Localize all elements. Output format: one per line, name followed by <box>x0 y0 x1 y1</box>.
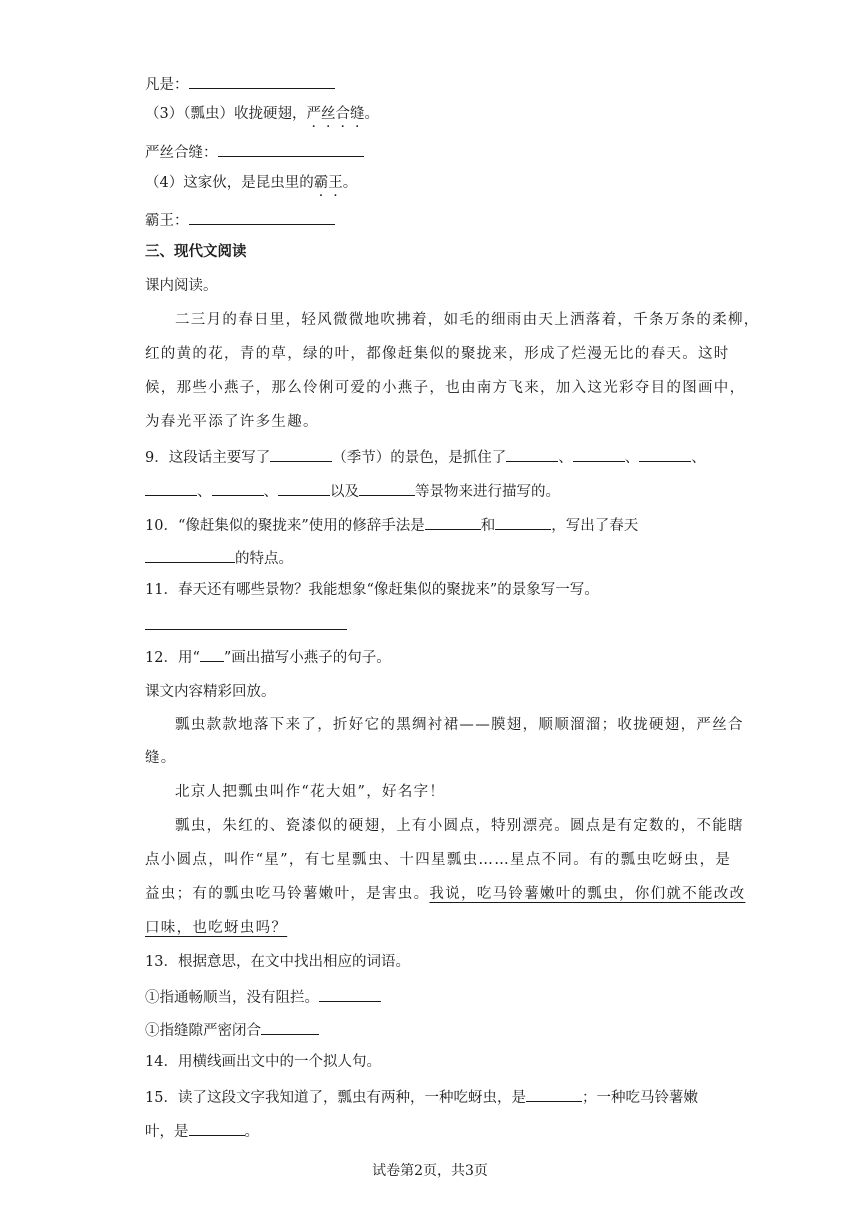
dotted-char: 缝 <box>349 106 365 122</box>
q12-text: ”画出描写小燕子的句子。 <box>223 650 391 666</box>
q10-text: 和 <box>480 518 496 534</box>
q9-sep: 、 <box>263 484 278 500</box>
q10-blank[interactable] <box>145 547 235 563</box>
q9-blank[interactable] <box>639 446 691 462</box>
dotted-char: 合 <box>335 106 350 122</box>
q4-line <box>145 173 357 193</box>
fanshi-label: 凡是： <box>145 77 189 93</box>
q9-text: 9．这段话主要写了 <box>145 450 271 466</box>
passage2-line <box>145 918 287 938</box>
passage2-line <box>145 884 745 904</box>
q15-line2 <box>145 1120 259 1142</box>
underlined-sentence: 口味，也吃蚜虫吗？ <box>145 920 288 936</box>
q9-blank[interactable] <box>359 480 415 496</box>
q9-blank[interactable] <box>506 446 558 462</box>
q9-sep: 、 <box>558 450 573 466</box>
q9-sep: 、 <box>197 484 212 500</box>
q13-text: ①指缝隙严密闭合 <box>145 1023 261 1039</box>
q10-text: 的特点。 <box>235 551 293 567</box>
q12-line <box>145 648 391 668</box>
q13-text: ①指通畅顺当，没有阻拦。 <box>145 990 319 1006</box>
q15-blank[interactable] <box>526 1086 582 1102</box>
underlined-sentence: 我说，吃马铃薯嫩叶的瓢虫，你们就不能改改 <box>429 886 746 902</box>
q3-end: 。 <box>364 106 379 122</box>
passage1-line: 为春光平添了许多生趣。 <box>145 414 319 430</box>
q9-line2 <box>145 480 560 502</box>
q15-text: 15．读了这段文字我知道了，瓢虫有两种，一种吃蚜虫，是 <box>145 1090 526 1106</box>
q13-blank[interactable] <box>261 1019 319 1035</box>
page-footer: 试卷第2页，共3页 <box>372 1163 488 1179</box>
passage1-line: 二三月的春日里，轻风微微地吹拂着，如毛的细雨由天上洒落着，千条万条的柔柳， <box>175 312 760 328</box>
passage2-text: 益虫；有的瓢虫吃马铃薯嫩叶，是害虫。 <box>145 886 430 902</box>
q3-line <box>145 104 379 124</box>
q15-blank[interactable] <box>189 1120 245 1136</box>
q12-text: 12．用“ <box>145 650 200 666</box>
q15-text: 叶，是 <box>145 1124 189 1140</box>
bawang-line <box>145 209 335 231</box>
passage2-line: 点小圆点，叫作“星”，有七星瓢虫、十四星瓢虫……星点不同。有的瓢虫吃蚜虫，是 <box>145 852 732 868</box>
passage1-line: 候，那些小燕子，那么伶俐可爱的小燕子，也由南方飞来，加入这光彩夺目的图画中， <box>145 380 746 396</box>
q9-blank[interactable] <box>212 480 264 496</box>
dotted-char: 丝 <box>320 106 336 122</box>
dotted-char: 霸 <box>313 175 329 191</box>
q13-text: 13．根据意思，在文中找出相应的词语。 <box>145 954 410 970</box>
section-title: 三、现代文阅读 <box>145 244 247 260</box>
q10-text: ，写出了春天 <box>551 518 639 534</box>
q11-answer-line <box>145 614 347 636</box>
passage2-line: 瓢虫，朱红的、瓷漆似的硬翅，上有小圆点，特别漂亮。圆点是有定数的，不能瞎 <box>175 818 744 834</box>
q9-sep: 、 <box>691 450 706 466</box>
passage2-line: 缝。 <box>145 750 177 766</box>
q4-text: （4）这家伙，是昆虫里的 <box>145 175 314 191</box>
fanshi-blank[interactable] <box>189 73 335 89</box>
q11-blank[interactable] <box>145 614 347 630</box>
q9-sep: 、 <box>624 450 640 466</box>
bawang-label: 霸王： <box>145 213 189 229</box>
q9-blank[interactable] <box>573 446 625 462</box>
q15-line1 <box>145 1086 698 1108</box>
q9-text: （季节）的景色，是抓住了 <box>332 450 507 466</box>
q13-blank[interactable] <box>319 986 381 1002</box>
q14-text: 14．用横线画出文中的一个拟人句。 <box>145 1054 381 1070</box>
dotted-char: 严 <box>306 106 321 122</box>
q10-blank[interactable] <box>425 514 481 530</box>
passage1-line: 红的黄的花，青的草，绿的叶，都像赶集似的聚拢来，形成了烂漫无比的春天。这时 <box>145 346 730 362</box>
q9-text: 以及 <box>330 484 359 500</box>
q9-blank[interactable] <box>278 480 330 496</box>
q3-text: （3）（瓢虫）收拢硬翅， <box>145 106 307 122</box>
q13-item1 <box>145 986 381 1008</box>
yansi-line <box>145 141 364 163</box>
q4-end: 。 <box>342 175 358 191</box>
q11-text: 11．春天还有哪些景物？我能想象“像赶集似的聚拢来”的景象写一写。 <box>145 582 599 598</box>
q10-line2 <box>145 547 293 569</box>
q10-blank[interactable] <box>495 514 551 530</box>
passage2-line: 瓢虫款款地落下来了，折好它的黑绸衬裙——膜翅，顺顺溜溜；收拢硬翅，严丝合 <box>175 717 744 733</box>
q10-line1 <box>145 514 638 536</box>
dotted-char: 王 <box>328 175 343 191</box>
q15-text: 。 <box>244 1124 259 1140</box>
part1-label: 课内阅读。 <box>145 278 218 294</box>
part2-label: 课文内容精彩回放。 <box>145 684 276 700</box>
q9-blank[interactable] <box>270 446 332 462</box>
fanshi-line <box>145 73 335 95</box>
passage2-line: 北京人把瓢虫叫作“花大姐”，好名字！ <box>175 784 446 800</box>
q9-text: 等景物来进行描写的。 <box>415 484 560 500</box>
q15-text: ；一种吃马铃薯嫩 <box>581 1090 698 1106</box>
q9-line1 <box>145 446 706 468</box>
yansi-blank[interactable] <box>218 141 364 157</box>
yansi-label: 严丝合缝： <box>145 145 218 161</box>
q13-item2 <box>145 1019 319 1041</box>
q9-blank[interactable] <box>145 480 197 496</box>
q10-text: 10．“像赶集似的聚拢来”使用的修辞手法是 <box>145 518 425 534</box>
q12-mark <box>200 651 224 662</box>
bawang-blank[interactable] <box>189 209 335 225</box>
